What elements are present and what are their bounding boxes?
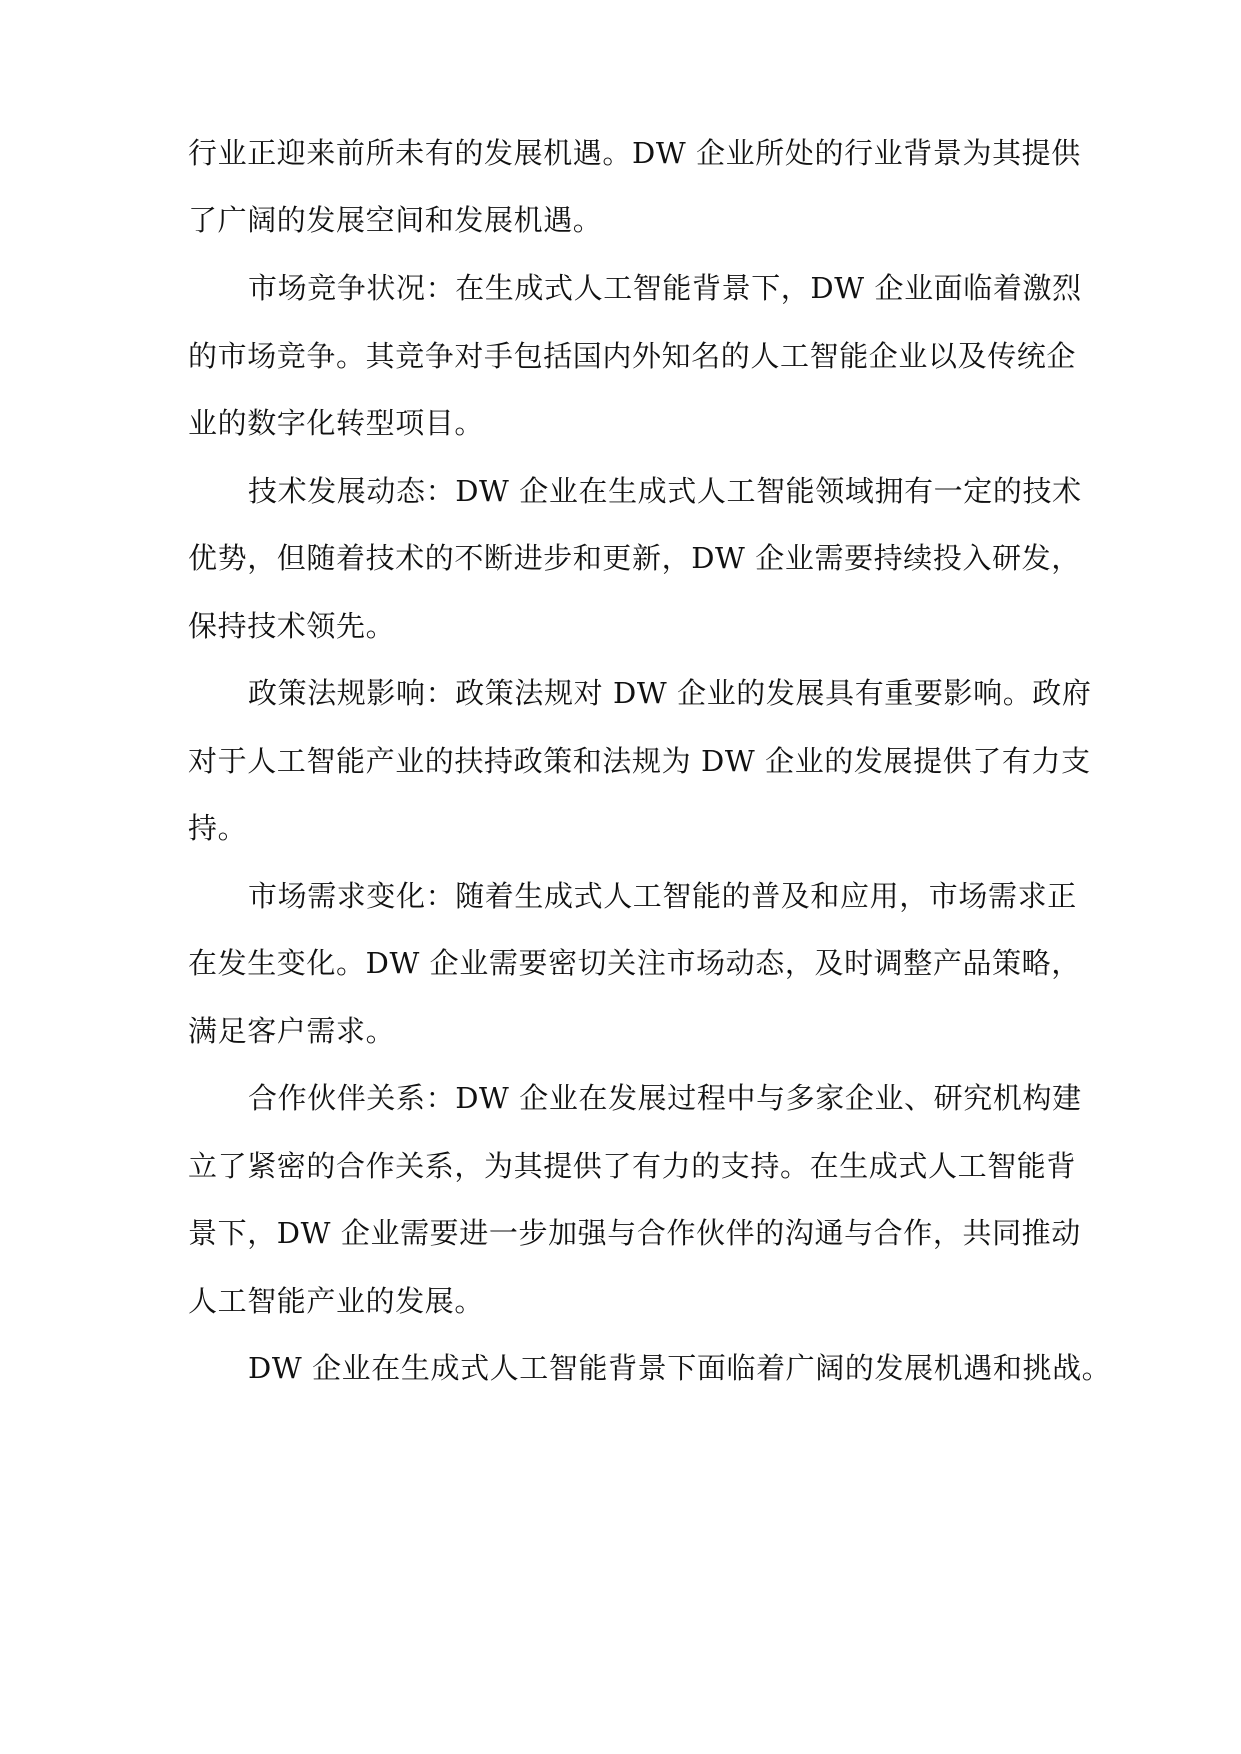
paragraph-start-market-demand: 市场需求变化：随着生成式人工智能的普及和应用，市场需求正 <box>248 879 1077 913</box>
text-line: 保持技术领先。 <box>188 609 396 643</box>
text-line: 持。 <box>188 811 248 845</box>
text-line: 了广阔的发展空间和发展机遇。 <box>188 203 603 237</box>
paragraph-start-partnerships: 合作伙伴关系：DW 企业在发展过程中与多家企业、研究机构建 <box>248 1081 1082 1115</box>
text-line: 的市场竞争。其竞争对手包括国内外知名的人工智能企业以及传统企 <box>188 339 1077 373</box>
text-line: 立了紧密的合作关系，为其提供了有力的支持。在生成式人工智能背 <box>188 1149 1077 1183</box>
text-line: 景下，DW 企业需要进一步加强与合作伙伴的沟通与合作，共同推动 <box>188 1216 1081 1250</box>
text-line: 对于人工智能产业的扶持政策和法规为 DW 企业的发展提供了有力支 <box>188 744 1091 778</box>
paragraph-start-market-competition: 市场竞争状况：在生成式人工智能背景下，DW 企业面临着激烈 <box>248 271 1082 305</box>
text-line: 在发生变化。DW 企业需要密切关注市场动态，及时调整产品策略， <box>188 946 1081 980</box>
text-line: 满足客户需求。 <box>188 1014 396 1048</box>
paragraph-start-policy-regulation: 政策法规影响：政策法规对 DW 企业的发展具有重要影响。政府 <box>248 676 1092 710</box>
text-line: 优势，但随着技术的不断进步和更新，DW 企业需要持续投入研发， <box>188 541 1081 575</box>
paragraph-start-conclusion: DW 企业在生成式人工智能背景下面临着广阔的发展机遇和挑战。 <box>248 1351 1112 1385</box>
text-line: 业的数字化转型项目。 <box>188 406 485 440</box>
text-line: 人工智能产业的发展。 <box>188 1284 485 1318</box>
paragraph-start-tech-development: 技术发展动态：DW 企业在生成式人工智能领域拥有一定的技术 <box>248 474 1082 508</box>
text-line: 行业正迎来前所未有的发展机遇。DW 企业所处的行业背景为其提供 <box>188 136 1081 170</box>
